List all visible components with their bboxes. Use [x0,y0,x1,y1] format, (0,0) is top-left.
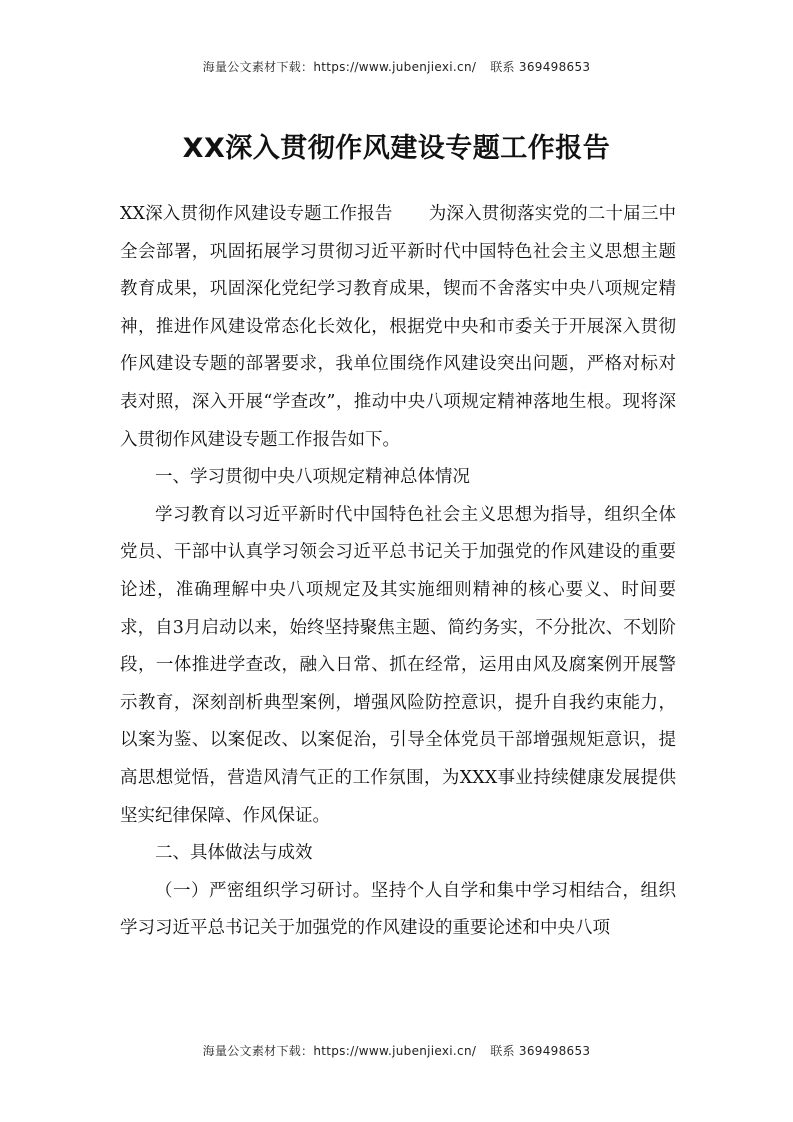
header-contact-text: 联系 369498653 [490,60,591,74]
section-paragraph-2: （一）严密组织学习研讨。坚持个人自学和集中学习相结合，组织学习习近平总书记关于加强党的作风建设的重要论述和中央八项 [120,880,676,939]
section-heading-2: 二、具体做法与成效 [155,843,313,864]
footer-contact-text: 联系 369498653 [490,1044,591,1058]
document-body [120,196,676,948]
intro-text: 为深入贯彻落实党的二十届三中全会部署，巩固拓展学习贯彻习近平新时代中国特色社会主义思想主题教育成果，巩固深化党纪学习教育成果，锲而不舍落实中央八项规定精神，推进作风建设常态化长效化，根据党中央和市委关于开展深入贯彻作风建设专题的部署要求，我单位围绕作风建设突出问题，严格对标对表对照，深入开展“学查改”，推动中央八项规定精神落地生根。现将深入贯彻作风建设专题工作报告如下。 [120,204,676,450]
section-heading-1: 一、学习贯彻中央八项规定精神总体情况 [155,467,470,488]
page-header [0,58,793,75]
footer-download-text: 海量公文素材下载：https://www.jubenjiexi.cn/ [202,1044,477,1058]
section-paragraph-1: 学习教育以习近平新时代中国特色社会主义思想为指导，组织全体党员、干部中认真学习领会习近平总书记关于加强党的作风建设的重要论述，准确理解中央八项规定及其实施细则精神的核心要义、时间要求，自3月启动以来，始终坚持聚焦主题、简约务实，不分批次、不划阶段，一体推进学查改，融入日常、抓在经常，运用由风及腐案例开展警示教育，深刻剖析典型案例，增强风险防控意识，提升自我约束能力，以案为鉴、以案促改、以案促治，引导全体党员干部增强规矩意识，提高思想觉悟，营造风清气正的工作氛围，为XXX事业持续健康发展提供坚实纪律保障、作风保证。 [120,504,676,826]
intro-lead: XX深入贯彻作风建设专题工作报告 [120,204,393,224]
document-title: XX深入贯彻作风建设专题工作报告 [182,133,611,164]
header-download-text: 海量公文素材下载：https://www.jubenjiexi.cn/ [202,60,477,74]
intro-paragraph [120,196,676,459]
page-footer [0,1042,793,1059]
